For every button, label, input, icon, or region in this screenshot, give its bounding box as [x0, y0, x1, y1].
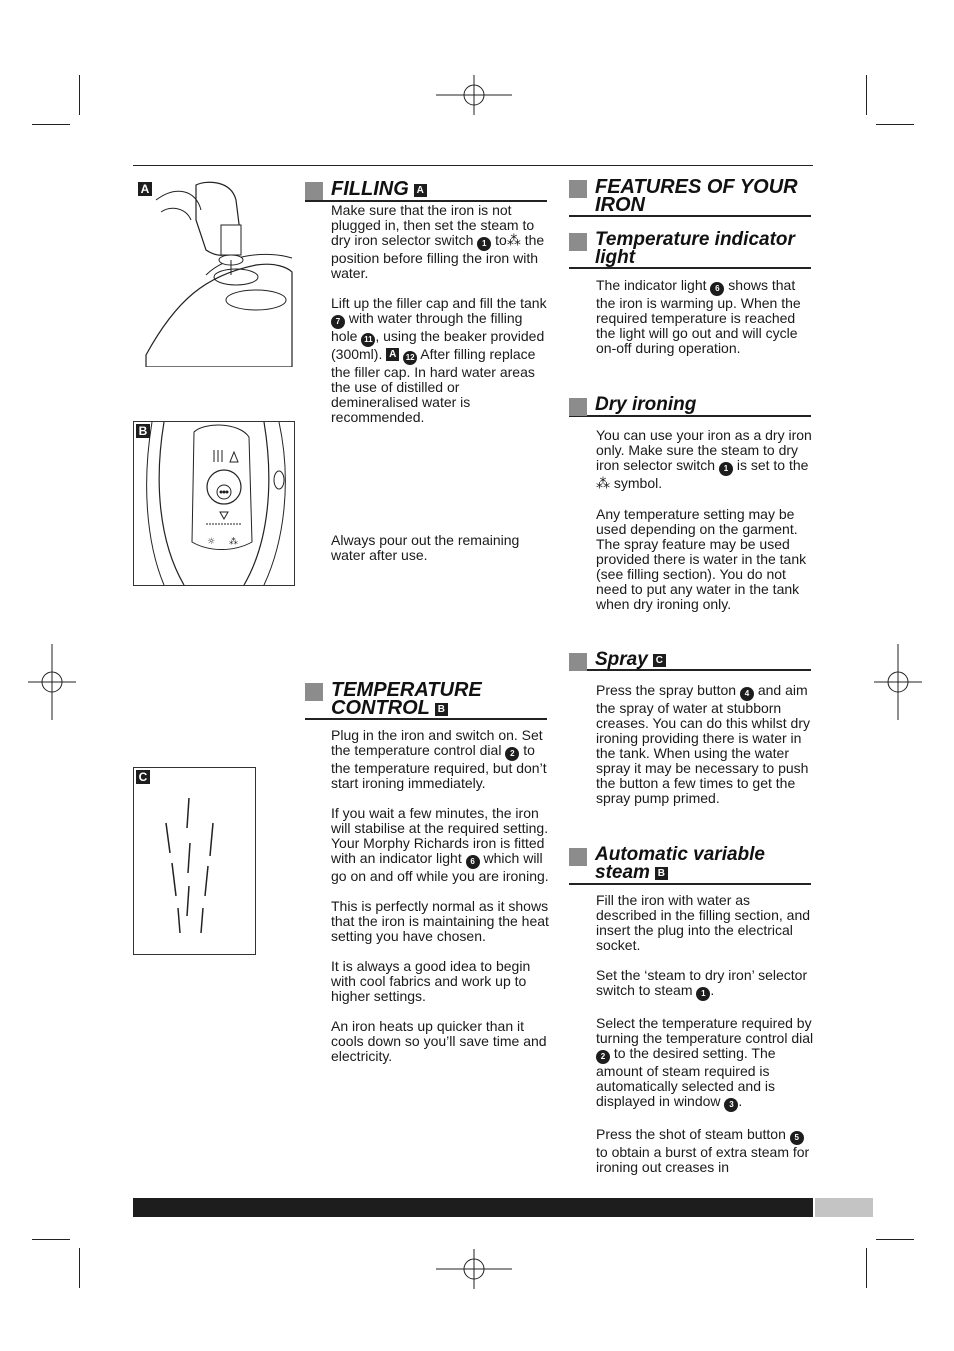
part-number-badge: 4	[740, 687, 754, 701]
top-rule	[133, 165, 813, 166]
figure-a-label: A	[138, 182, 152, 196]
automatic-steam-paragraph-3: Select the temperature required by turning the temperature control dial 2 to the desired setting. The amount of steam required is automatically selected and is displayed in window 3 .	[596, 1016, 814, 1112]
figure-a-filling-illustration	[136, 180, 293, 367]
temperature-indicator-heading	[569, 231, 811, 269]
registration-mark-left	[28, 644, 76, 720]
part-number-badge: 1	[696, 987, 710, 1001]
automatic-steam-title-line1: Automatic variable	[595, 844, 765, 865]
figure-c-label: C	[136, 770, 150, 784]
temperature-control-paragraph-5: An iron heats up quicker than it cools down so you’ll save time and electricity.	[331, 1018, 547, 1064]
dry-iron-symbol-icon: ⁂	[596, 476, 610, 492]
part-number-badge: 2	[505, 747, 519, 761]
temperature-control-paragraph-1: Plug in the iron and switch on. Set the temperature control dial 2 to the temperature required, but don’t start ironing immediately.	[331, 727, 547, 791]
part-number-badge: 1	[477, 237, 491, 251]
dry-ironing-heading	[569, 396, 811, 417]
footer-bar	[133, 1198, 813, 1217]
heading-square	[305, 182, 323, 200]
heading-square	[305, 683, 323, 701]
dry-ironing-paragraph-2: Any temperature setting may be used depending on the garment. The spray feature may be used provided there is water in the tank (see filling section). You do not need to put any water in the tank when dry ironing only.	[596, 506, 807, 612]
filling-paragraph-1: Make sure that the iron is not plugged in, then set the steam to dry iron selector switch 1 to⁂ the position before filling the iron with water.	[331, 202, 545, 281]
dry-ironing-text	[596, 428, 814, 627]
registration-mark-top	[436, 75, 512, 115]
spray-text	[596, 683, 814, 821]
heading-square	[569, 848, 587, 866]
part-number-badge: 3	[724, 1098, 738, 1112]
features-heading	[569, 178, 811, 217]
automatic-steam-fig-ref: B	[655, 867, 668, 880]
dry-iron-symbol-icon: ⁂	[506, 233, 521, 249]
registration-mark-bottom	[436, 1249, 512, 1289]
automatic-steam-paragraph-1: Fill the iron with water as described in the filling section, and insert the plug into the electrical socket.	[596, 892, 811, 953]
spray-lines-drawing	[134, 768, 255, 954]
heading-square	[569, 398, 587, 416]
temperature-control-heading	[305, 681, 547, 720]
svg-text:⁂: ⁂	[229, 537, 238, 547]
filling-heading	[305, 180, 547, 202]
filling-text	[331, 203, 549, 440]
spray-fig-ref: C	[653, 654, 666, 667]
spray-title: Spray	[595, 649, 648, 670]
figure-b-dial-illustration	[133, 421, 295, 586]
spray-heading	[569, 651, 811, 671]
part-number-badge: 6	[710, 282, 724, 296]
heading-square	[569, 233, 587, 251]
automatic-steam-heading	[569, 846, 811, 885]
temperature-control-title-line2: CONTROL	[331, 697, 430, 719]
temperature-indicator-title-line1: Temperature indicator	[595, 229, 795, 250]
part-number-badge: 1	[719, 462, 733, 476]
svg-text:☼: ☼	[207, 537, 216, 547]
heading-square	[569, 653, 587, 671]
spray-paragraph-1: Press the spray button 4 and aim the spray of water at stubborn creases. You can do this whilst dry ironing providing there is water in the tank. When using the water spray it may be necessary to push the button a few times to get the spray pump primed.	[596, 682, 811, 806]
figure-c-spray-illustration	[133, 767, 256, 955]
registration-mark-right	[874, 644, 922, 720]
page-number-tab	[815, 1198, 873, 1217]
features-title-line1: FEATURES OF YOUR	[595, 176, 798, 198]
features-title-line2: IRON	[595, 194, 645, 216]
filling-paragraph-3: Always pour out the remaining water after use.	[331, 532, 520, 563]
temperature-control-text	[331, 728, 549, 1079]
temperature-indicator-text	[596, 278, 814, 371]
temperature-control-paragraph-3: This is perfectly normal as it shows that the iron is maintaining the heat setting you have chosen.	[331, 898, 549, 944]
part-number-badge: 12	[403, 351, 417, 365]
automatic-steam-paragraph-2: Set the ‘steam to dry iron’ selector switch to steam 1 .	[596, 968, 814, 1001]
temperature-control-paragraph-2: If you wait a few minutes, the iron will stabilise at the required setting. Your Morphy Richards iron is fitted with an indicator light 6 which will go on and off while you are ironing.	[331, 805, 549, 884]
dry-ironing-title: Dry ironing	[595, 394, 697, 415]
iron-filling-drawing	[136, 180, 293, 367]
part-number-badge: 5	[790, 1131, 804, 1145]
temperature-control-title-line1: TEMPERATURE	[331, 679, 482, 701]
figure-b-label: B	[136, 424, 150, 438]
temperature-indicator-title-line2: light	[595, 247, 636, 268]
automatic-steam-title-line2: steam	[595, 862, 650, 883]
temperature-control-fig-ref: B	[435, 703, 448, 716]
part-number-badge: 6	[466, 855, 480, 869]
part-number-badge: 7	[331, 315, 345, 329]
temperature-indicator-paragraph-1: The indicator light 6 shows that the iron is warming up. When the required temperature is reached the light will go out and will cycle on-off during operation.	[596, 277, 801, 356]
part-number-badge: 11	[361, 333, 375, 347]
temperature-control-paragraph-4: It is always a good idea to begin with cool fabrics and work up to higher settings.	[331, 958, 531, 1004]
heading-square	[569, 180, 587, 198]
figure-ref-badge: A	[386, 348, 399, 361]
automatic-steam-paragraph-4: Press the shot of steam button 5 to obtain a burst of extra steam for ironing out creases in	[596, 1126, 810, 1175]
filling-title: FILLING	[331, 178, 409, 200]
filling-fig-ref: A	[414, 184, 427, 197]
iron-dial-drawing	[134, 422, 294, 585]
filling-paragraph-2: Lift up the filler cap and fill the tank 7 with water through the filling hole 11 , using the beaker provided (300ml). A 12 After filling replace the filler cap. In hard water areas the use of distilled or demineralised water is recommended.	[331, 295, 547, 425]
automatic-steam-text	[596, 893, 814, 1190]
part-number-badge: 2	[596, 1050, 610, 1064]
dry-ironing-paragraph-1: You can use your iron as a dry iron only. Make sure the steam to dry iron selector switch 1 is set to the ⁂ symbol.	[596, 427, 812, 492]
